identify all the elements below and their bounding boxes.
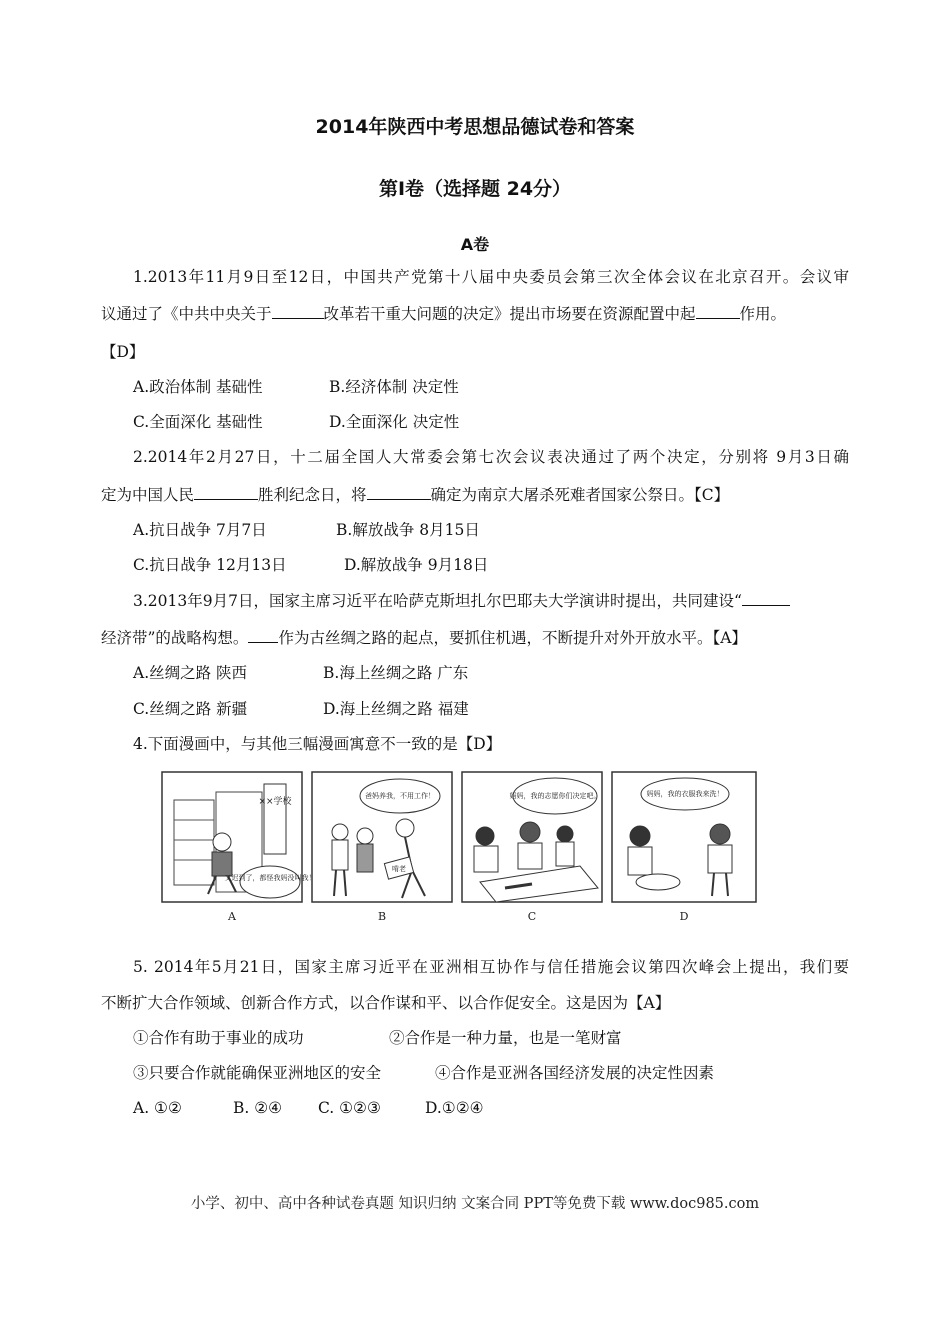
comic-panel-c xyxy=(462,772,602,923)
q3-blank-1 xyxy=(742,591,790,606)
q3-option-a: A.丝绸之路 陕西 xyxy=(133,664,248,682)
q5-statement-3: ③只要合作就能确保亚洲地区的安全 xyxy=(133,1064,382,1082)
comic-panel-a xyxy=(162,772,316,923)
comic-c-bubble: 妈妈，我的志愿你们决定吧。 xyxy=(509,792,601,800)
q5-statement-1: ①合作有助于事业的成功 xyxy=(133,1029,304,1047)
q3-line-1 xyxy=(133,590,893,612)
comic-panel-d xyxy=(612,772,756,923)
q5-option-d: D.①②④ xyxy=(425,1099,484,1117)
q5-option-c: C. ①②③ xyxy=(318,1099,381,1117)
q1-line-1: 1.2013年11月9日至12日，中国共产党第十八届中央委员会第三次全体会议在北京召开。会议审 xyxy=(133,268,849,286)
comic-b-tag: 啃老 xyxy=(392,865,406,873)
comic-label-d: D xyxy=(679,910,689,923)
q5-option-b: B. ②④ xyxy=(233,1099,283,1117)
comic-d-bubble: 妈妈，我的衣服我来洗！ xyxy=(646,790,724,798)
q3-line-2 xyxy=(101,627,861,649)
section-title: A卷 xyxy=(460,235,490,254)
q1-option-a: A.政治体制 基础性 xyxy=(133,378,263,396)
part-title: 第Ⅰ卷（选择题 24分） xyxy=(378,178,572,200)
q1-option-c: C.全面深化 基础性 xyxy=(133,413,263,431)
q3-option-c: C.丝绸之路 新疆 xyxy=(133,700,248,718)
q3-text-b: 经济带”的战略构想。 xyxy=(101,629,249,647)
q2-blank-2 xyxy=(367,485,431,500)
q3-blank-2 xyxy=(248,628,278,643)
q4-line-1: 4.下面漫画中，与其他三幅漫画寓意不一致的是【D】 xyxy=(133,735,502,753)
q1-blank-1 xyxy=(272,304,324,319)
q2-blank-1 xyxy=(194,485,258,500)
q2-option-b: B.解放战争 8月15日 xyxy=(336,521,480,539)
q2-option-a: A.抗日战争 7月7日 xyxy=(133,521,267,539)
q1-text-c: 作用。 xyxy=(739,305,787,323)
q3-text-c: 作为古丝绸之路的起点，要抓住机遇，不断提升对外开放水平。【A】 xyxy=(278,629,747,647)
q5-line-2: 不断扩大合作领域、创新合作方式，以合作谋和平、以合作促安全。这是因为【A】 xyxy=(101,994,671,1012)
q1-answer: 【D】 xyxy=(101,343,145,361)
q2-text-b: 胜利纪念日，将 xyxy=(258,486,367,504)
q1-option-b: B.经济体制 决定性 xyxy=(329,378,459,396)
comic-label-a: A xyxy=(228,910,236,923)
q5-option-a: A. ①② xyxy=(133,1099,182,1117)
comic-a-sign: ××学校 xyxy=(258,797,292,807)
q3-option-d: D.海上丝绸之路 福建 xyxy=(323,700,469,718)
comic-a-bubble: 又迟到了，都怪我妈没叫我！ xyxy=(224,874,316,882)
q5-statement-2: ②合作是一种力量，也是一笔财富 xyxy=(389,1029,622,1047)
q5-line-1: 5. 2014年5月21日，国家主席习近平在亚洲相互协作与信任措施会议第四次峰会上提出，我们要 xyxy=(133,958,849,976)
q5-statement-4: ④合作是亚洲各国经济发展的决定性因素 xyxy=(435,1064,715,1082)
comic-panel-b xyxy=(312,772,452,923)
comic-label-c: C xyxy=(527,910,537,923)
comic-label-b: B xyxy=(377,910,387,923)
q1-blank-2 xyxy=(696,304,740,319)
q2-line-2 xyxy=(101,484,861,506)
q1-text-a: 议通过了《中共中央关于 xyxy=(101,305,272,323)
comic-b-bubble: 爸妈养我，不用工作！ xyxy=(365,792,435,800)
page-footer: 小学、初中、高中各种试卷真题 知识归纳 文案合同 PPT等免费下载 www.doc985.com xyxy=(190,1196,760,1212)
q1-option-d: D.全面深化 决定性 xyxy=(329,413,460,431)
q2-option-d: D.解放战争 9月18日 xyxy=(344,556,489,574)
q2-line-1: 2.2014年2月27日，十二届全国人大常委会第七次会议表决通过了两个决定，分别将 9月3日确 xyxy=(133,448,849,466)
q2-text-a: 定为中国人民 xyxy=(101,486,195,504)
q2-option-c: C.抗日战争 12月13日 xyxy=(133,556,287,574)
q1-text-b: 改革若干重大问题的决定》提出市场要在资源配置中起 xyxy=(323,305,696,323)
q3-option-b: B.海上丝绸之路 广东 xyxy=(323,664,469,682)
comic-strip xyxy=(160,770,760,925)
q1-line-2 xyxy=(101,303,861,325)
q2-text-c: 确定为南京大屠杀死难者国家公祭日。【C】 xyxy=(430,486,730,504)
document-title: 2014年陕西中考思想品德试卷和答案 xyxy=(315,116,635,138)
q3-text-a: 3.2013年9月7日，国家主席习近平在哈萨克斯坦扎尔巴耶夫大学演讲时提出，共同建设“ xyxy=(133,592,742,610)
